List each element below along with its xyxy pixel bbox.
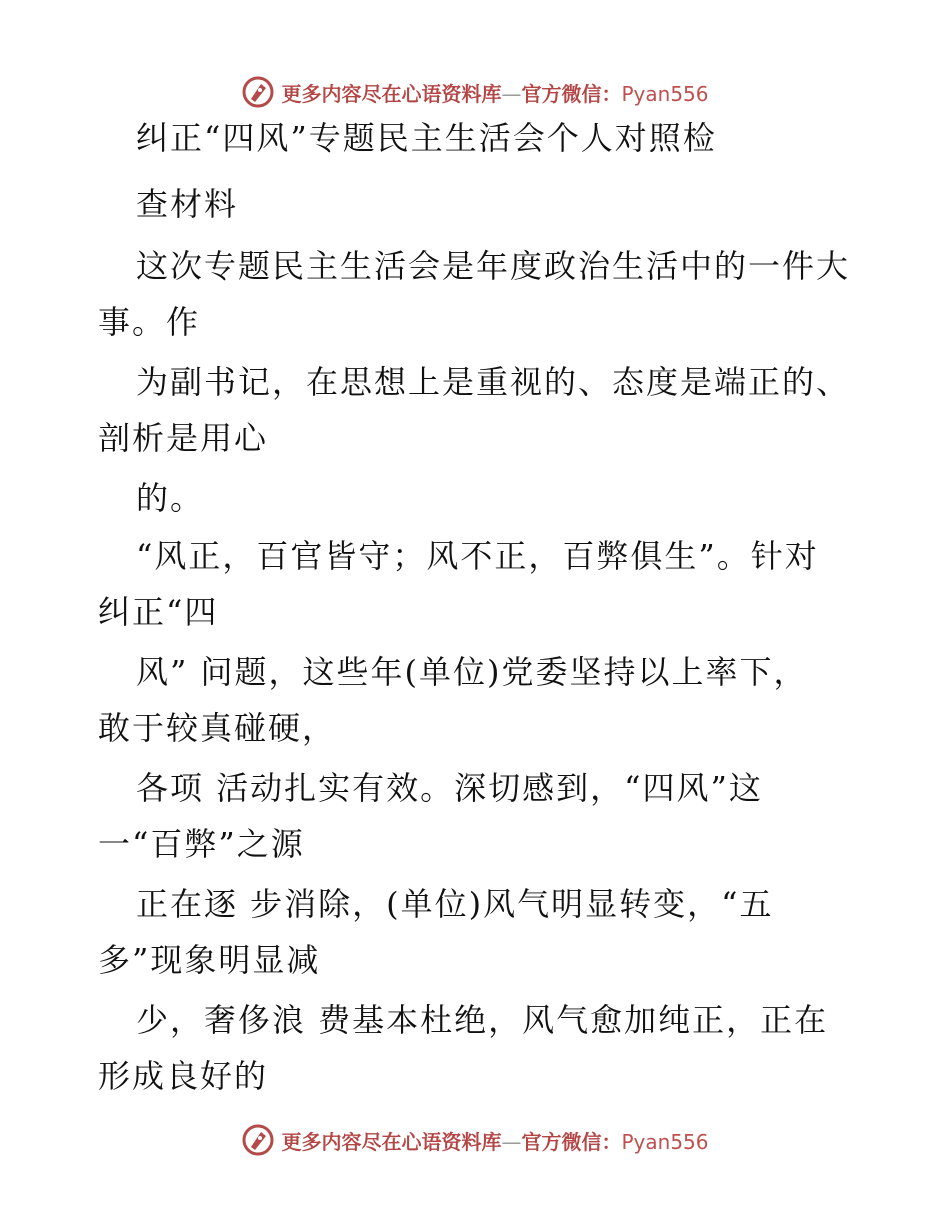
watermark-separator: — [501,1129,522,1154]
watermark-main: 更多内容尽在心语资料库 [281,1129,502,1154]
paragraph-line: 多”现象明显减 [98,941,321,979]
watermark-text [281,1126,708,1155]
watermark-wechat-id: Pyan556 [621,81,709,106]
doc-title-line-2: 查材料 [136,185,239,223]
watermark-separator: — [501,81,522,106]
paragraph-line: 各项 活动扎实有效。深切感到，“四风”这 [136,769,763,807]
paragraph-line: 少，奢侈浪 费基本杜绝，风气愈加纯正，正在 [136,1001,829,1039]
watermark-main: 更多内容尽在心语资料库 [281,81,502,106]
watermark-wechat-label: 官方微信： [521,81,622,106]
paragraph-line: 的。 [136,479,205,517]
paragraph-line: 这次专题民主生活会是年度政治生活中的一件大 [136,247,851,285]
watermark-text [281,78,708,107]
watermark-wechat-id: Pyan556 [621,1129,709,1154]
paragraph-line: 剖析是用心 [98,419,269,457]
paragraph-line: 风” 问题，这些年(单位)党委坚持以上率下， [136,653,808,691]
footer-watermark [0,1120,950,1160]
watermark-wechat-label: 官方微信： [521,1129,622,1154]
paragraph-line: 敢于较真碰硬， [98,709,337,747]
paragraph-line: 为副书记，在思想上是重视的、态度是端正的、 [136,363,851,401]
header-watermark [0,72,950,112]
paragraph-line: 正在逐 步消除，(单位)风气明显转变，“五 [136,885,774,923]
pen-nib-logo-icon [241,75,275,109]
paragraph-line: 事。作 [98,303,201,341]
paragraph-line: 一“百弊”之源 [98,825,305,863]
pen-nib-logo-icon [241,1123,275,1157]
paragraph-line: 纠正“四 [98,593,219,631]
paragraph-line: “风正，百官皆守；风不正，百弊俱生”。针对 [136,537,819,575]
paragraph-line: 形成良好的 [98,1057,269,1095]
doc-title-line-1: 纠正“四风”专题民主生活会个人对照检 [136,119,717,157]
